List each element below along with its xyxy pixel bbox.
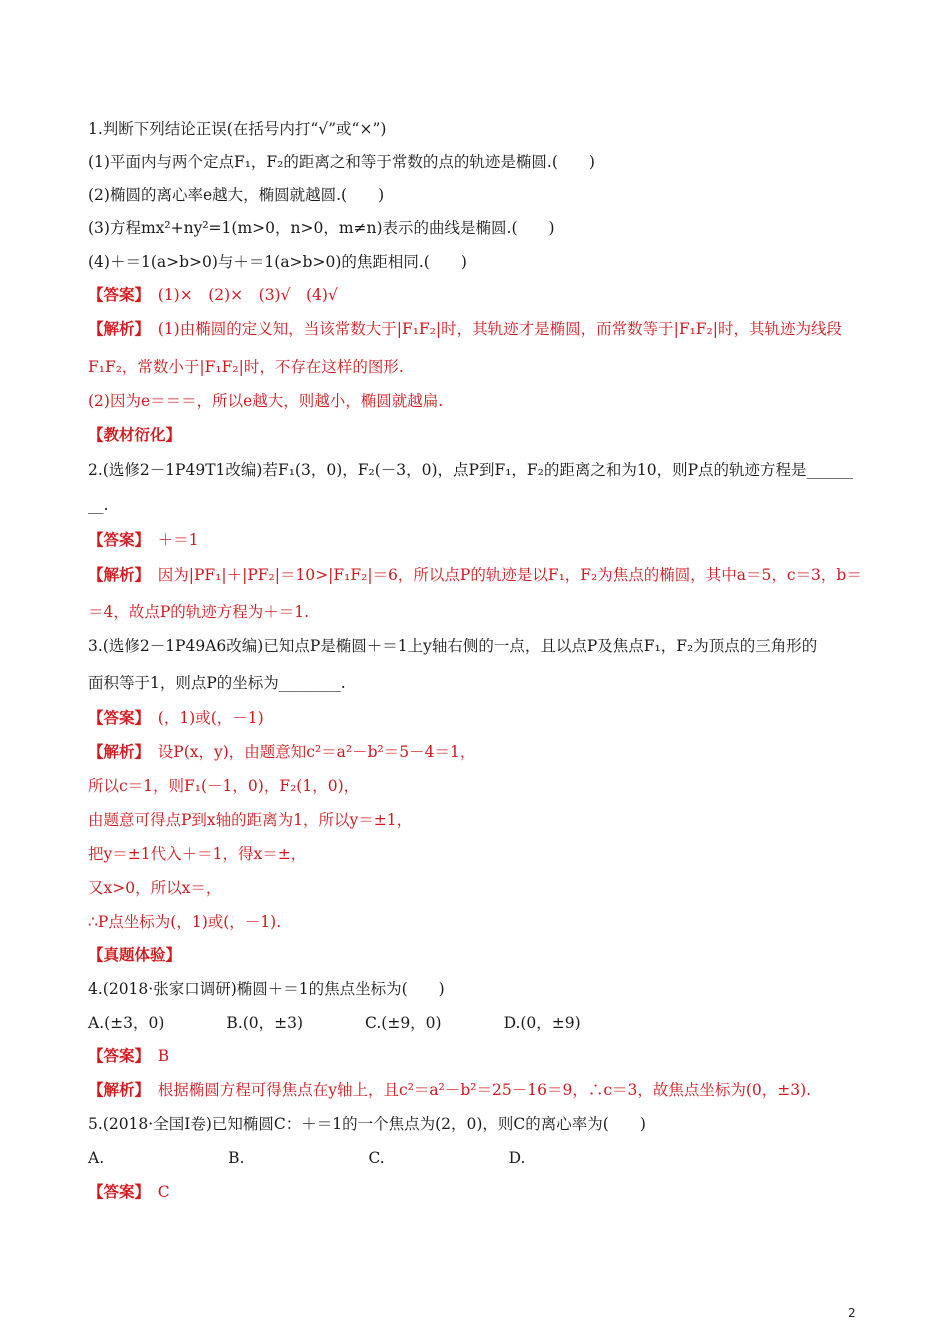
text-line bbox=[88, 319, 842, 339]
text-line bbox=[88, 565, 862, 585]
text-segment: (4)＋＝1(a>b>0)与＋＝1(a>b>0)的焦距相同.( ) bbox=[88, 253, 467, 271]
text-line bbox=[88, 460, 853, 480]
text-segment: (2)因为e＝＝＝，所以e越大，则越小，椭圆就越扁. bbox=[88, 392, 444, 410]
text-line bbox=[88, 673, 346, 693]
section-tag: 【答案】 bbox=[88, 530, 143, 549]
text-segment: 由题意可得点P到x轴的距离为1，所以y＝±1， bbox=[88, 811, 413, 829]
text-line bbox=[88, 636, 817, 656]
section-tag: 【解析】 bbox=[88, 565, 143, 584]
section-tag: 【解析】 bbox=[88, 742, 143, 761]
page-number: 2 bbox=[848, 1306, 856, 1320]
text-segment: 把y＝±1代入＋＝1，得x＝±， bbox=[88, 845, 307, 863]
text-segment: B bbox=[142, 1047, 170, 1065]
text-line bbox=[88, 1148, 525, 1168]
section-tag: 【真题体验】 bbox=[88, 945, 182, 964]
text-line bbox=[88, 252, 467, 272]
text-line bbox=[88, 391, 443, 411]
text-segment: 5.(2018·全国Ⅰ卷)已知椭圆C：＋＝1的一个焦点为(2，0)，则C的离心率为( ) bbox=[88, 1115, 646, 1133]
text-line bbox=[88, 844, 306, 864]
text-line bbox=[88, 1182, 170, 1202]
text-line bbox=[88, 1114, 646, 1134]
text-line bbox=[88, 185, 384, 205]
text-line bbox=[88, 776, 359, 796]
text-line bbox=[88, 530, 199, 550]
section-tag: 【解析】 bbox=[88, 1080, 143, 1099]
text-segment: 所以c＝1，则F₁(－1，0)，F₂(1，0)， bbox=[88, 777, 360, 795]
text-segment: 因为|PF₁|＋|PF₂|＝10>|F₁F₂|＝6，所以点P的轨迹是以F₁，F₂为焦点的椭圆，其中a＝5，c＝3，b＝ bbox=[142, 566, 862, 584]
text-line bbox=[88, 1046, 169, 1066]
text-segment: 根据椭圆方程可得焦点在y轴上，且c²＝a²－b²＝25－16＝9，∴c＝3，故焦点坐标为(0，±3). bbox=[142, 1081, 812, 1099]
text-segment: F₁F₂，常数小于|F₁F₂|时，不存在这样的图形. bbox=[88, 358, 404, 376]
text-line bbox=[88, 218, 555, 238]
section-tag: 【答案】 bbox=[88, 1182, 143, 1201]
text-segment: __. bbox=[88, 496, 109, 514]
text-segment: (2)椭圆的离心率e越大，椭圆就越圆.( ) bbox=[88, 186, 385, 204]
text-line bbox=[88, 152, 595, 172]
text-segment: (1)平面内与两个定点F₁，F₂的距离之和等于常数的点的轨迹是椭圆.( ) bbox=[88, 153, 595, 171]
text-segment: 2.(选修2－1P49T1改编)若F₁(3，0)，F₂(－3，0)，点P到F₁，F₂的距离之和为10，则P点的轨迹方程是______ bbox=[88, 461, 854, 479]
text-line bbox=[88, 979, 445, 999]
text-segment: 设P(x，y)，由题意知c²＝a²－b²＝5－4＝1， bbox=[142, 743, 476, 761]
text-segment: ∴P点坐标为(，1)或(，－1). bbox=[88, 913, 282, 931]
text-segment: 4.(2018·张家口调研)椭圆＋＝1的焦点坐标为( ) bbox=[88, 980, 445, 998]
text-line bbox=[88, 602, 309, 622]
text-segment: (1)由椭圆的定义知，当该常数大于|F₁F₂|时，其轨迹才是椭圆，而常数等于|F₁F₂|时，其轨迹为线段 bbox=[142, 320, 842, 338]
text-line bbox=[88, 708, 264, 728]
text-segment: 1.判断下列结论正误(在括号内打“√”或“×”) bbox=[88, 120, 387, 138]
text-segment: 面积等于1，则点P的坐标为________. bbox=[88, 674, 346, 692]
text-segment: A. B. C. D. bbox=[88, 1149, 526, 1167]
text-line bbox=[88, 912, 281, 932]
text-line bbox=[88, 742, 475, 762]
text-segment: (1)× (2)× (3)√ (4)√ bbox=[142, 286, 338, 304]
text-line bbox=[88, 810, 412, 830]
text-line bbox=[88, 878, 221, 898]
text-segment: A.(±3，0) B.(0，±3) C.(±9，0) D.(0，±9) bbox=[88, 1014, 581, 1032]
text-line bbox=[88, 285, 338, 305]
text-segment: (，1)或(，－1) bbox=[142, 709, 264, 727]
section-tag: 【教材衍化】 bbox=[88, 425, 182, 444]
section-tag: 【答案】 bbox=[88, 708, 143, 727]
text-segment: 3.(选修2－1P49A6改编)已知点P是椭圆＋＝1上y轴右侧的一点，且以点P及焦点F₁，F₂为顶点的三角形的 bbox=[88, 637, 818, 655]
text-segment: ＝4，故点P的轨迹方程为＋＝1. bbox=[88, 603, 310, 621]
text-segment: (3)方程mx²+ny²=1(m>0，n>0，m≠n)表示的曲线是椭圆.( ) bbox=[88, 219, 555, 237]
section-tag: 【答案】 bbox=[88, 1046, 143, 1065]
text-segment: 又x>0，所以x＝， bbox=[88, 879, 222, 897]
text-segment: C bbox=[142, 1183, 170, 1201]
text-line bbox=[88, 357, 404, 377]
text-line bbox=[88, 945, 181, 965]
text-line bbox=[88, 1013, 581, 1033]
text-line bbox=[88, 425, 181, 445]
text-line bbox=[88, 119, 386, 139]
section-tag: 【解析】 bbox=[88, 319, 143, 338]
text-line bbox=[88, 495, 108, 515]
section-tag: 【答案】 bbox=[88, 285, 143, 304]
text-segment: ＋＝1 bbox=[142, 531, 199, 549]
text-line bbox=[88, 1080, 811, 1100]
